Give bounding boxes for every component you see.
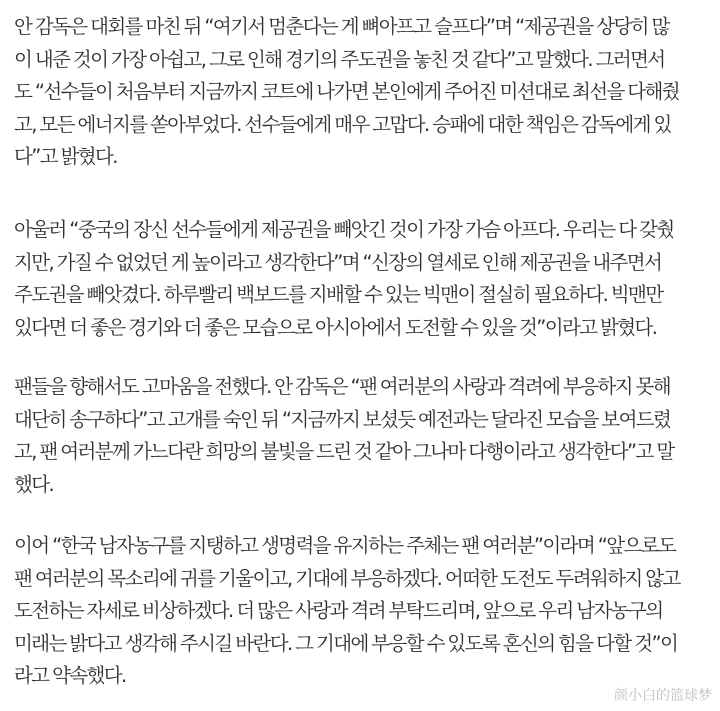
text-line: 했다.: [14, 472, 54, 496]
text-line: 고, 팬 여러분께 가느다란 희망의 불빛을 드린 것 같아 그나마 다행이라고 생각한다”고 말: [14, 440, 674, 464]
text-line: 도전하는 자세로 비상하겠다. 더 많은 사랑과 격려 부탁드리며, 앞으로 우리 남자농구의: [14, 599, 663, 623]
text-line: 아울러 “중국의 장신 선수들에게 제공권을 빼앗긴 것이 가장 가슴 아프다. 우리는 다 갖췄: [14, 218, 674, 241]
paragraph-3: [14, 371, 674, 501]
text-line: 다”고 밝혔다.: [14, 145, 117, 169]
text-line: 이어 “한국 남자농구를 지탱하고 생명력을 유지하는 주체는 팬 여러분”이라며 “앞으로도: [14, 534, 676, 557]
text-line: 주도권을 빼앗겼다. 하루빨리 백보드를 지배할 수 있는 빅맨이 절실히 필요하다. 빅맨만: [14, 283, 663, 307]
text-line: 라고 약속했다.: [14, 664, 126, 688]
paragraph-2: [14, 214, 674, 344]
text-line: 고, 모든 에너지를 쏟아부었다. 선수들에게 매우 고맙다. 승패에 대한 책임은 감독에게 있: [14, 112, 671, 136]
text-line: 이 내준 것이 가장 아쉽고, 그로 인해 경기의 주도권을 놓친 것 같다”고 말했다. 그러면서: [14, 47, 665, 71]
text-line: 팬들을 향해서도 고마움을 전했다. 안 감독은 “팬 여러분의 사랑과 격려에 부응하지 못해: [14, 375, 670, 398]
paragraph-4: [14, 530, 680, 693]
text-line: 안 감독은 대회를 마친 뒤 “여기서 멈춘다는 게 뼈아프고 슬프다”며 “제공권을 상당히 많: [14, 15, 669, 38]
text-line: 미래는 밝다고 생각해 주시길 바란다. 그 기대에 부응할 수 있도록 혼신의 힘을 다할 것”이: [14, 631, 678, 655]
paragraph-1: [14, 11, 679, 174]
text-line: 지만, 가질 수 없었던 게 높이라고 생각한다”며 “신장의 열세로 인해 제공권을 내주면서: [14, 250, 662, 274]
text-line: 대단히 송구하다”고 고개를 숙인 뒤 “지금까지 보셨듯 예전과는 달라진 모습을 보여드렸: [14, 407, 671, 431]
text-line: 도 “선수들이 처음부터 지금까지 코트에 나가면 본인에게 주어진 미션대로 최선을 다해줬: [14, 80, 680, 104]
text-line: 팬 여러분의 목소리에 귀를 기울이고, 기대에 부응하겠다. 어떠한 도전도 두려워하지 않고: [14, 566, 680, 590]
watermark: 颜小白的篮球梦: [614, 688, 712, 704]
text-line: 있다면 더 좋은 경기와 더 좋은 모습으로 아시아에서 도전할 수 있을 것”이라고 밝혔다.: [14, 315, 657, 339]
